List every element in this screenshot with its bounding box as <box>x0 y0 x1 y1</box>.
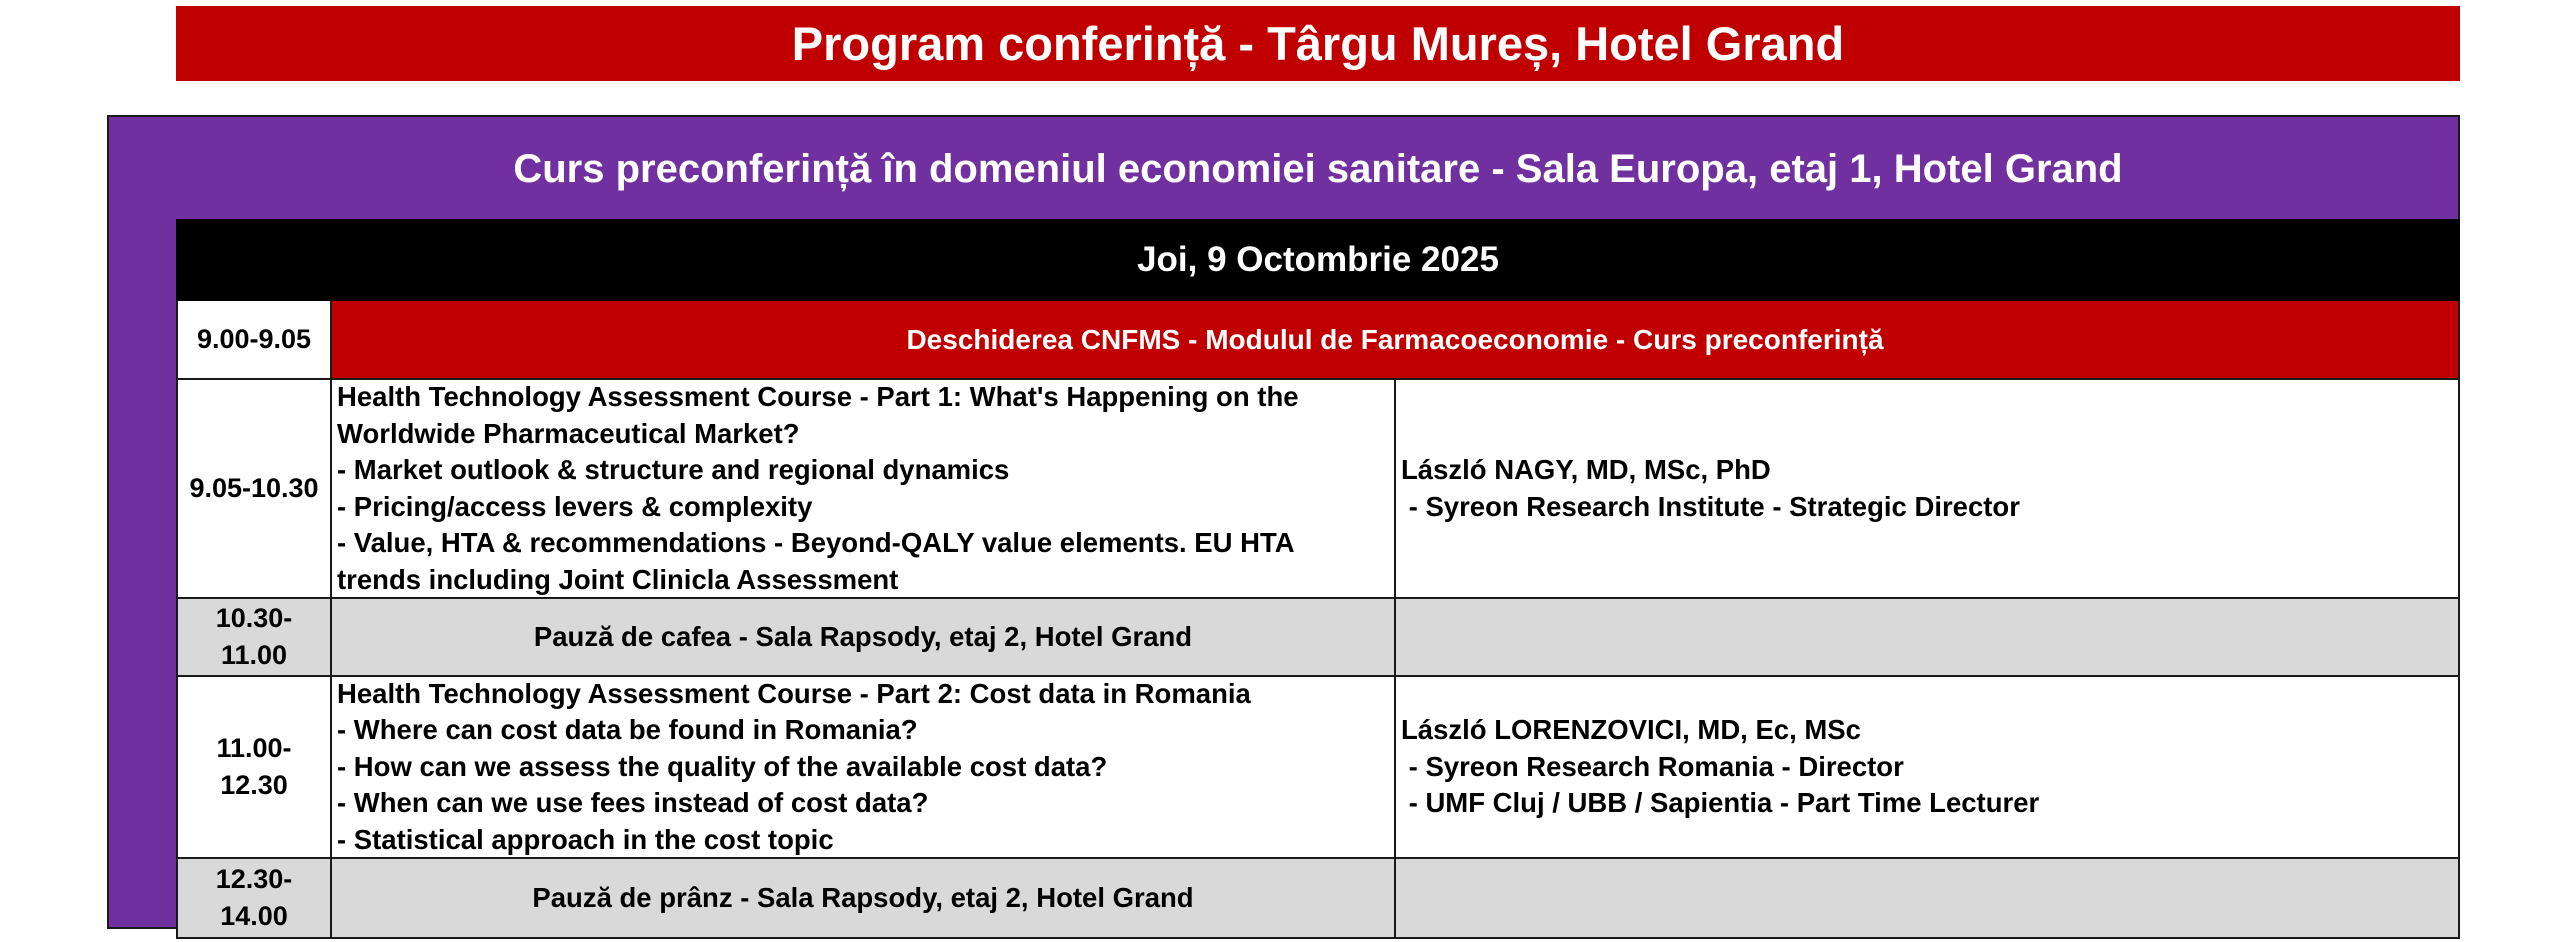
time-end: 12.30 <box>220 770 288 800</box>
table-row-session-2 <box>176 677 2460 859</box>
speaker-affiliation: - Syreon Research Romania - Director <box>1401 750 1904 782</box>
table-row-coffee-break <box>176 599 2460 677</box>
session-title-line: trends including Joint Clinicla Assessment <box>337 563 899 595</box>
lunch-break-label: Pauză de prânz - Sala Rapsody, etaj 2, Hotel Grand <box>332 859 1396 937</box>
time-cell: 9.05-10.30 <box>176 380 332 597</box>
speaker-name: László NAGY, MD, MSc, PhD <box>1401 454 1771 485</box>
time-end: 14.00 <box>220 901 288 931</box>
speaker-affiliation: - Syreon Research Institute - Strategic Director <box>1401 490 2020 522</box>
empty-speaker-cell <box>1396 599 2460 675</box>
session-title-line: - Where can cost data be found in Romania? <box>337 714 918 746</box>
table-row-lunch-break <box>176 859 2460 939</box>
session-2-title <box>332 677 1396 857</box>
session-2-speaker <box>1396 677 2460 857</box>
speaker-name: László LORENZOVICI, MD, Ec, MSc <box>1401 714 1861 746</box>
session-1-title <box>332 380 1396 597</box>
time-cell <box>176 677 332 857</box>
time-end: 11.00 <box>220 640 288 670</box>
session-title-line: - Pricing/access levers & complexity <box>337 490 813 522</box>
time-cell <box>176 859 332 937</box>
session-title-line: - Value, HTA & recommendations - Beyond-QALY value elements. EU HTA <box>337 527 1295 558</box>
session-title-line: Worldwide Pharmaceutical Market? <box>337 417 800 449</box>
opening-banner: Deschiderea CNFMS - Modulul de Farmacoeconomie - Curs preconferință <box>332 301 2460 378</box>
session-title-line: - Market outlook & structure and regional dynamics <box>337 454 1010 485</box>
conference-title: Program conferință - Târgu Mureș, Hotel Grand <box>176 6 2460 81</box>
course-title: Curs preconferință în domeniul economiei sanitare - Sala Europa, etaj 1, Hotel Grand <box>513 146 2123 191</box>
time-start: 10.30- <box>215 603 293 633</box>
coffee-break-label: Pauză de cafea - Sala Rapsody, etaj 2, Hotel Grand <box>332 599 1396 675</box>
time-cell: 9.00-9.05 <box>176 301 332 378</box>
time-start: 11.00- <box>216 733 292 763</box>
time-cell <box>176 599 332 675</box>
speaker-affiliation: - UMF Cluj / UBB / Sapientia - Part Time Lecturer <box>1401 787 2040 819</box>
table-row-session-1 <box>176 380 2460 599</box>
schedule-table <box>176 219 2460 929</box>
session-title-line: - When can we use fees instead of cost data? <box>337 787 929 819</box>
table-row-opening <box>176 301 2460 380</box>
time-start: 12.30- <box>215 864 293 894</box>
session-1-speaker <box>1396 380 2460 597</box>
session-title-line: - How can we assess the quality of the available cost data? <box>337 750 1108 782</box>
session-title-line: - Statistical approach in the cost topic <box>337 823 834 855</box>
session-title-line: Health Technology Assessment Course - Part 2: Cost data in Romania <box>337 677 1251 709</box>
day-header: Joi, 9 Octombrie 2025 <box>176 219 2460 301</box>
empty-speaker-cell <box>1396 859 2460 937</box>
session-title-line: Health Technology Assessment Course - Part 1: What's Happening on the <box>337 381 1299 412</box>
